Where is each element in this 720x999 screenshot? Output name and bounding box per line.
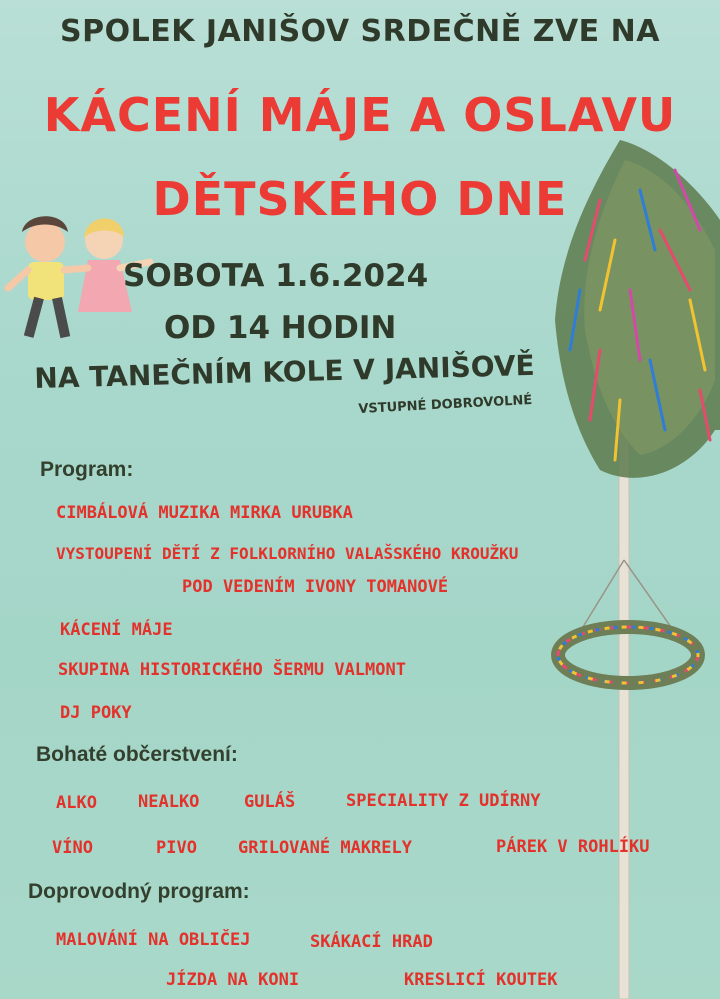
event-date: SOBOTA 1.6.2024 — [123, 258, 429, 294]
event-time: OD 14 HODIN — [164, 310, 397, 346]
refreshment-item: SPECIALITY Z UDÍRNY — [346, 791, 541, 811]
refreshment-item: GRILOVANÉ MAKRELY — [238, 838, 412, 858]
program-item: POD VEDENÍM IVONY TOMANOVÉ — [182, 577, 449, 597]
refreshment-item: VÍNO — [52, 838, 93, 858]
refreshment-item: ALKO — [56, 793, 97, 813]
side-program-item: JÍZDA NA KONI — [166, 970, 300, 990]
side-program-item: SKÁKACÍ HRAD — [310, 932, 433, 952]
refreshment-item: PÁREK V ROHLÍKU — [496, 837, 650, 857]
event-place: NA TANEČNÍM KOLE V JANIŠOVĚ — [34, 348, 536, 395]
refreshments-heading: Bohaté občerstvení: — [36, 743, 238, 766]
refreshment-item: NEALKO — [138, 792, 200, 812]
refreshment-item: PIVO — [156, 838, 197, 858]
side-program-item: MALOVÁNÍ NA OBLIČEJ — [56, 930, 251, 950]
invite-heading: SPOLEK JANIŠOV SRDEČNĚ ZVE NA — [60, 14, 660, 49]
program-item: CIMBÁLOVÁ MUZIKA MIRKA URUBKA — [56, 503, 353, 523]
side-program-heading: Doprovodný program: — [28, 880, 250, 903]
program-item: VYSTOUPENÍ DĚTÍ Z FOLKLORNÍHO VALAŠSKÉHO KROUŽKU — [56, 544, 519, 563]
program-heading: Program: — [40, 458, 134, 481]
program-item: SKUPINA HISTORICKÉHO ŠERMU VALMONT — [58, 660, 406, 680]
side-program-item: KRESLICÍ KOUTEK — [404, 970, 558, 990]
program-item: DJ POKY — [60, 703, 132, 723]
title-line-1: KÁCENÍ MÁJE A OSLAVU — [43, 88, 677, 142]
refreshment-item: GULÁŠ — [244, 792, 296, 812]
program-item: KÁCENÍ MÁJE — [60, 620, 173, 640]
entry-note: VSTUPNÉ DOBROVOLNÉ — [358, 392, 533, 417]
title-line-2: DĚTSKÉHO DNE — [152, 172, 568, 226]
